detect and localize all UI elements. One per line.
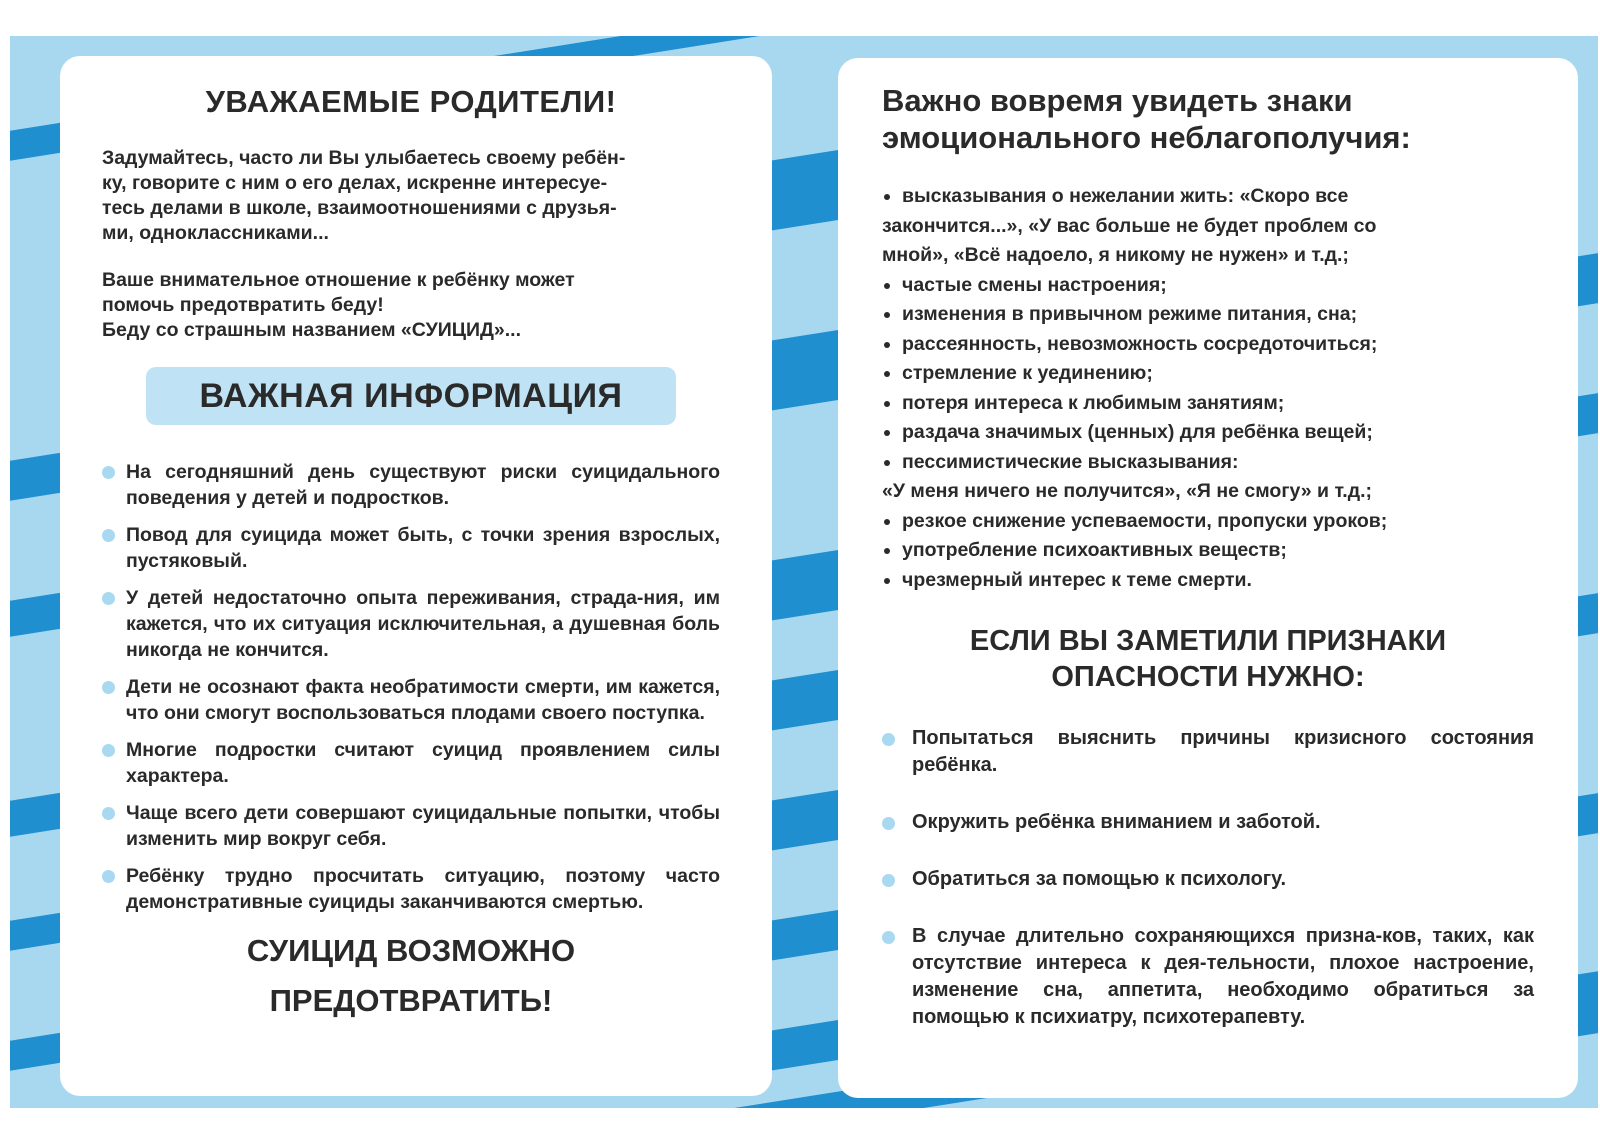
step-item xyxy=(882,725,1534,779)
warning-sign-text: частые смены настроения; xyxy=(902,273,1167,296)
bullet-dot-icon xyxy=(884,401,890,407)
bullet-dot-icon xyxy=(882,817,895,830)
right-panel xyxy=(838,58,1578,1098)
warning-sign-item xyxy=(882,300,1534,330)
warning-sign-item xyxy=(882,418,1534,448)
bullet-dot-icon xyxy=(884,312,890,318)
intro-line: Задумайтесь, часто ли Вы улыбаетесь своему ребён- xyxy=(102,147,626,169)
bullet-dot-icon xyxy=(882,931,895,944)
facts-list xyxy=(102,459,720,915)
warning-sign-text: закончится...», «У вас больше не будет проблем со xyxy=(882,214,1377,237)
warning-sign-item xyxy=(882,448,1534,478)
bullet-dot-icon xyxy=(884,548,890,554)
title-line: Важно вовремя увидеть знаки xyxy=(882,83,1353,118)
step-item xyxy=(882,866,1534,893)
warning-sign-item xyxy=(882,182,1534,212)
step-text: В случае длительно сохраняющихся призна-ков, таких, как отсутствие интереса к дея-тельности, плохое настроение, изменение сна, аппетита, необходимо обратиться за помощью к психиатру, психотерапевту. xyxy=(912,925,1534,1028)
step-text: Окружить ребёнка вниманием и заботой. xyxy=(912,811,1321,833)
bullet-dot-icon xyxy=(884,519,890,525)
title-line: эмоционального неблагополучия: xyxy=(882,120,1411,155)
warning-sign-text: высказывания о нежелании жить: «Скоро все xyxy=(902,185,1349,207)
fact-text: Ребёнку трудно просчитать ситуацию, поэтому часто демонстративные суициды заканчиваются смертью. xyxy=(126,865,720,913)
warning-sign-item xyxy=(882,566,1534,596)
warning-sign-text: резкое снижение успеваемости, пропуски уроков; xyxy=(902,509,1388,532)
step-item xyxy=(882,809,1534,836)
bullet-dot-icon xyxy=(884,578,890,584)
fact-text: У детей недостаточно опыта переживания, страда-ния, им кажется, что их ситуация исключительная, а душевная боль никогда не кончится. xyxy=(126,587,720,661)
step-text: Попытаться выяснить причины кризисного состояния ребёнка. xyxy=(912,727,1534,776)
fact-text: На сегодняшний день существуют риски суицидального поведения у детей и подростков. xyxy=(126,461,720,509)
warning-sign-item xyxy=(882,389,1534,419)
fact-text: Чаще всего дети совершают суицидальные попытки, чтобы изменить мир вокруг себя. xyxy=(126,802,720,850)
closing-slogan xyxy=(102,926,720,1026)
important-info-heading: ВАЖНАЯ ИНФОРМАЦИЯ xyxy=(146,367,676,425)
intro-line: ку, говорите с ним о его делах, искренне интересуе- xyxy=(102,172,608,194)
closing-line: ПРЕДОТВРАТИТЬ! xyxy=(269,983,553,1018)
warning-sign-text: рассеянность, невозможность сосредоточиться; xyxy=(902,332,1378,355)
heading-line: ОПАСНОСТИ НУЖНО: xyxy=(1051,661,1365,693)
intro-line: тесь делами в школе, взаимоотношениями с друзья- xyxy=(102,197,617,219)
warning-paragraph xyxy=(102,268,720,343)
warning-sign-text: пессимистические высказывания: xyxy=(902,450,1239,473)
warning-line: Ваше внимательное отношение к ребёнку может xyxy=(102,269,575,291)
step-text: Обратиться за помощью к психологу. xyxy=(912,868,1287,890)
fact-item xyxy=(102,585,720,663)
warning-line: помочь предотвратить беду! xyxy=(102,294,384,316)
warning-sign-item xyxy=(882,477,1534,507)
leaflet-background xyxy=(10,36,1598,1108)
bullet-dot-icon xyxy=(882,733,895,746)
bullet-dot-icon xyxy=(884,430,890,436)
warning-sign-item xyxy=(882,271,1534,301)
fact-item xyxy=(102,863,720,915)
warning-sign-item xyxy=(882,359,1534,389)
bullet-dot-icon xyxy=(882,874,895,887)
warning-sign-text: «У меня ничего не получится», «Я не смогу» и т.д.; xyxy=(882,480,1372,502)
warning-sign-text: чрезмерный интерес к теме смерти. xyxy=(902,568,1252,591)
bullet-dot-icon xyxy=(884,194,890,200)
fact-item xyxy=(102,674,720,726)
bullet-dot-icon xyxy=(102,466,115,479)
bullet-dot-icon xyxy=(102,592,115,605)
intro-paragraph xyxy=(102,146,720,246)
fact-item xyxy=(102,800,720,852)
warning-sign-text: стремление к уединению; xyxy=(902,362,1153,384)
warning-sign-text: употребление психоактивных веществ; xyxy=(902,539,1287,561)
warning-signs-title xyxy=(882,82,1534,156)
action-steps-list xyxy=(882,725,1534,1031)
bullet-dot-icon xyxy=(102,529,115,542)
step-item xyxy=(882,923,1534,1031)
fact-item xyxy=(102,522,720,574)
bullet-dot-icon xyxy=(884,460,890,466)
bullet-dot-icon xyxy=(102,870,115,883)
bullet-dot-icon xyxy=(884,342,890,348)
warning-sign-text: изменения в привычном режиме питания, сна; xyxy=(902,303,1358,325)
intro-line: ми, одноклассниками... xyxy=(102,222,329,244)
bullet-dot-icon xyxy=(884,283,890,289)
left-panel xyxy=(60,56,772,1096)
bullet-dot-icon xyxy=(884,371,890,377)
parents-title: УВАЖАЕМЫЕ РОДИТЕЛИ! xyxy=(205,84,617,119)
heading-line: ЕСЛИ ВЫ ЗАМЕТИЛИ ПРИЗНАКИ xyxy=(969,625,1447,657)
bullet-dot-icon xyxy=(102,744,115,757)
warning-signs-list xyxy=(882,182,1534,595)
action-heading xyxy=(882,623,1534,695)
closing-line: СУИЦИД ВОЗМОЖНО xyxy=(246,933,576,968)
warning-sign-item xyxy=(882,241,1534,271)
warning-sign-item xyxy=(882,212,1534,242)
warning-sign-text: раздача значимых (ценных) для ребёнка вещей; xyxy=(902,421,1373,443)
warning-line: Беду со страшным названием «СУИЦИД»... xyxy=(102,319,521,341)
fact-item xyxy=(102,737,720,789)
bullet-dot-icon xyxy=(102,681,115,694)
warning-sign-item xyxy=(882,507,1534,537)
fact-text: Многие подростки считают суицид проявлением силы характера. xyxy=(126,739,720,787)
warning-sign-item xyxy=(882,536,1534,566)
warning-sign-text: потеря интереса к любимым занятиям; xyxy=(902,391,1285,414)
warning-sign-text: мной», «Всё надоело, я никому не нужен» и т.д.; xyxy=(882,244,1349,266)
fact-text: Повод для суицида может быть, с точки зрения взрослых, пустяковый. xyxy=(126,524,720,572)
fact-item xyxy=(102,459,720,511)
bullet-dot-icon xyxy=(102,807,115,820)
warning-sign-item xyxy=(882,330,1534,360)
fact-text: Дети не осознают факта необратимости смерти, им кажется, что они смогут воспользоваться плодами своего поступка. xyxy=(126,676,720,724)
